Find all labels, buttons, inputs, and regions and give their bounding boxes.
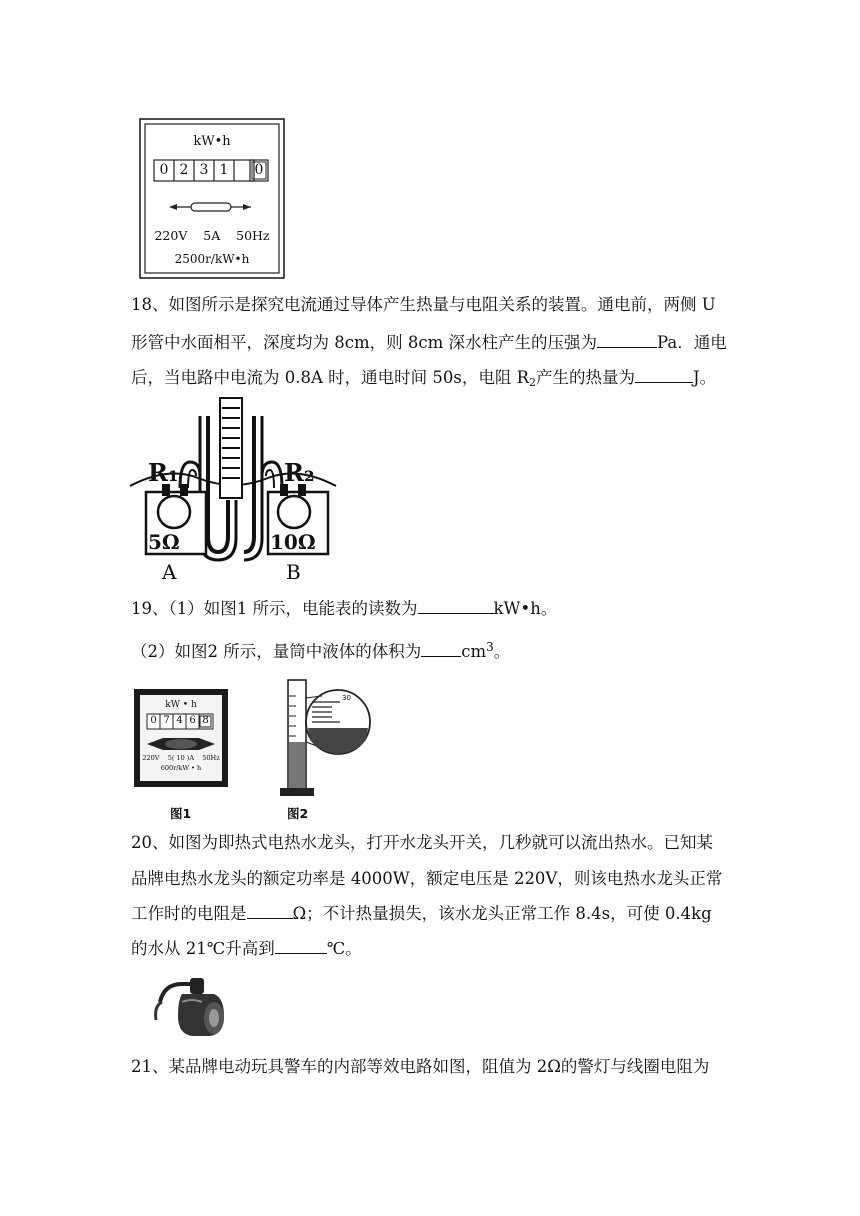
meter-1-digit-decimal: 8 [202, 715, 209, 726]
q19-text: kW•h。 [493, 599, 558, 618]
subscript: 2 [529, 376, 537, 389]
figure-2-caption: 图2 [287, 806, 309, 821]
q21-line-1: 21、某品牌电动玩具警车的内部等效电路如图，阻值为 2Ω的警灯与线圈电阻为 [131, 1057, 710, 1076]
u-tube-drawing [128, 396, 338, 582]
meter-figure-top [139, 118, 285, 279]
meter-figure-1 [133, 688, 229, 788]
meter-1-digit: 6 [189, 715, 196, 726]
meter-1-spec: 220V 5( 10 )A 50Hz [142, 754, 220, 762]
q18-text: Pa．通电 [657, 333, 727, 352]
q18-line-3 [131, 366, 716, 394]
meter-1-rev: 600r/kW • h [160, 764, 202, 772]
superscript: 3 [486, 640, 494, 654]
cylinder-drawing [278, 676, 372, 800]
meter-1-digit: 0 [150, 715, 157, 726]
q18-line-1: 18、如图所示是探究电流通过导体产生热量与电阻关系的装置。通电前，两侧 U [131, 295, 716, 314]
faucet-image [152, 976, 228, 1040]
resistor-r2-label: R₂ [284, 458, 315, 487]
meter-unit: kW•h [193, 134, 231, 149]
q19-line-2 [131, 636, 510, 663]
resistor-r1-label: R₁ [148, 458, 179, 487]
meter-1-unit: kW • h [165, 700, 197, 710]
cylinder-figure-2 [278, 676, 372, 800]
meter-digit-decimal: 0 [254, 162, 264, 178]
q18-text: J。 [693, 368, 717, 387]
q20-line-3 [131, 902, 712, 925]
q20-text: Ω；不计热量损失，该水龙头正常工作 8.4s，可使 0.4kg [292, 904, 712, 923]
answer-blank[interactable] [247, 902, 293, 919]
answer-blank[interactable] [418, 597, 494, 614]
figure-1-caption: 图1 [170, 806, 192, 821]
q20-text: 工作时的电阻是 [131, 904, 247, 923]
answer-blank[interactable] [275, 937, 327, 954]
q19-text: 19、（1）如图1 所示，电能表的读数为 [131, 599, 418, 618]
q18-text: 形管中水面相平，深度均为 8cm，则 8cm 深水柱产生的压强为 [131, 333, 598, 352]
meter-digit: 3 [199, 162, 209, 178]
meter-1-digit: 7 [163, 715, 170, 726]
answer-blank[interactable] [635, 366, 693, 383]
q20-line-1: 20、如图为即热式电热水龙头，打开水龙头开关，几秒就可以流出热水。已知某 [131, 833, 713, 852]
q18-text: 后，当电路中电流为 0.8A 时，通电时间 50s，电阻 R [131, 368, 530, 387]
answer-blank[interactable] [421, 640, 461, 657]
q20-line-2: 品牌电热水龙头的额定功率是 4000W，额定电压是 220V，则该电热水龙头正常 [131, 869, 723, 888]
q20-text: 的水从 21℃升高到 [131, 939, 275, 958]
q19-text: cm [461, 642, 487, 661]
u-tube-figure [128, 396, 338, 582]
answer-blank[interactable] [597, 331, 657, 348]
q18-line-2 [131, 331, 727, 354]
q18-text: 产生的热量为 [536, 368, 636, 387]
faucet-drawing [152, 976, 228, 1040]
meter-digit: 0 [159, 162, 169, 178]
container-a-label: A [162, 560, 177, 584]
meter-rev: 2500r/kW•h [174, 252, 250, 266]
meter-1-digit: 4 [176, 715, 183, 726]
q20-text: ℃。 [326, 939, 362, 958]
q19-text: 。 [493, 642, 511, 661]
left-resistance-label: 5Ω [148, 530, 180, 554]
meter-digit: 2 [179, 162, 189, 178]
container-b-label: B [286, 560, 301, 584]
right-resistance-label: 10Ω [270, 530, 316, 554]
q19-text: （2）如图2 所示，量筒中液体的体积为 [131, 642, 422, 661]
meter-digit: 1 [219, 162, 229, 178]
q19-line-1 [131, 597, 557, 620]
q20-line-4 [131, 937, 362, 960]
meter-spec: 220V 5A 50Hz [154, 228, 270, 243]
cylinder-mark-30: 30 [342, 694, 351, 702]
